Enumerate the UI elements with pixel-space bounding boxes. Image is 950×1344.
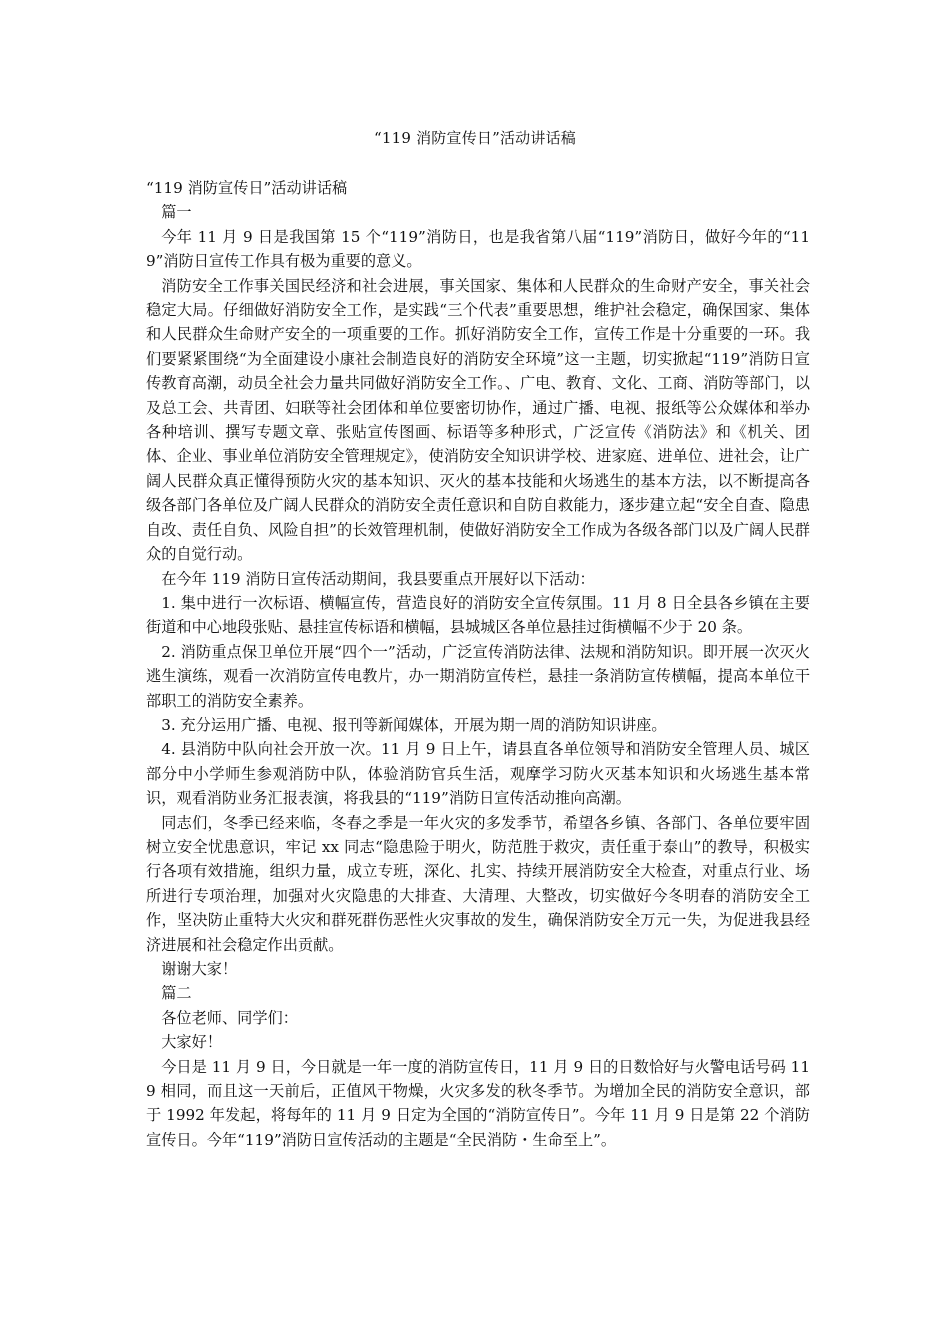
document-title: “119 消防宣传日”活动讲话稿 (374, 129, 576, 147)
section-label-part-one: 篇一 (161, 203, 192, 222)
paragraph: 在今年 119 消防日宣传活动期间，我县要重点开展好以下活动： (161, 569, 595, 588)
paragraph: 消防安全工作事关国民经济和社会进展，事关国家、集体和人民群众的生命财产安全，事关社会稳定大局。仔细做好消防安全工作，是实践“三个代表”重要思想，维护社会稳定，确保国家、集体和人民群众生命财产安全的一项重要的工作。抓好消防安全工作，宣传工作是十分重要的一环。我们要紧紧围绕“为全面建设小康社会制造良好的消防安全环境”这一主题，切实掀起“119”消防日宣传教育高潮，动员全社会力量共同做好消防安全工作。、广电、教育、文化、工商、消防等部门，以及总工会、共青团、妇联等社会团体和单位要密切协作，通过广播、电视、报纸等公众媒体和举办各种培训、撰写专题文章、张贴宣传图画、标语等多种形式，广泛宣传《消防法》和《机关、团体、企业、事业单位消防安全管理规定》，使消防安全知识讲学校、进家庭、进单位、进社会，让广阔人民群众真正懂得预防火灾的基本知识、灭火的基本技能和火场逃生的基本方法，以不断提高各级各部门各单位及广阔人民群众的消防安全责任意识和自防自救能力，逐步建立起“安全自查、隐患自改、责任自负、风险自担”的长效管理机制，使做好消防安全工作成为各级各部门以及广阔人民群众的自觉行动。 (146, 276, 810, 564)
list-item: 3. 充分运用广播、电视、报刊等新闻媒体，开展为期一周的消防知识讲座。 (161, 715, 667, 734)
list-item: 1. 集中进行一次标语、横幅宣传，营造良好的消防安全宣传氛围。11 月 8 日全县各乡镇在主要街道和中心地段张贴、悬挂宣传标语和横幅，县城城区各单位悬挂过街横幅不少于 20 条。 (146, 593, 810, 637)
closing-thanks: 谢谢大家！ (161, 960, 238, 978)
list-item: 2. 消防重点保卫单位开展“四个一”活动，广泛宣传消防法律、法规和消防知识。即开展一次灭火逃生演练，观看一次消防宣传电教片，办一期消防宣传栏，悬挂一条消防宣传横幅，提高本单位干部职工的消防安全素养。 (146, 642, 810, 710)
section-label-part-two: 篇二 (161, 984, 192, 1003)
paragraph: 今年 11 月 9 日是我国第 15 个“119”消防日，也是我省第八届“119”消防日，做好今年的“119”消防日宣传工作具有极为重要的意义。 (146, 227, 810, 271)
greeting: 大家好！ (161, 1033, 222, 1052)
paragraph: 同志们，冬季已经来临，冬春之季是一年火灾的多发季节，希望各乡镇、各部门、各单位要牢固树立安全忧患意识，牢记 xx 同志“隐患险于明火，防范胜于救灾，责任重于泰山”的教导，积极实行各项有效措施，组织力量，成立专班，深化、扎实、持续开展消防安全大检查，对重点行业、场所进行专项治理，加强对火灾隐患的大排查、大清理、大整改，切实做好今冬明春的消防安全工作，坚决防止重特大火灾和群死群伤恶性火灾事故的发生，确保消防安全万元一失，为促进我县经济进展和社会稳定作出贡献。 (146, 813, 810, 954)
document-body (146, 176, 810, 1152)
list-item: 4. 县消防中队向社会开放一次。11 月 9 日上午，请县直各单位领导和消防安全管理人员、城区部分中小学师生参观消防中队，体验消防官兵生活，观摩学习防火灭基本知识和火场逃生基本常识，观看消防业务汇报表演，将我县的“119”消防日宣传活动推向高潮。 (146, 740, 810, 808)
salutation: 各位老师、同学们： (161, 1008, 298, 1027)
body-heading: “119 消防宣传日”活动讲话稿 (146, 179, 348, 197)
paragraph: 今日是 11 月 9 日，今日就是一年一度的消防宣传日，11 月 9 日的日数恰好与火警电话号码 119 相同，而且这一天前后，正值风干物燥，火灾多发的秋冬季节。为增加全民的消防安全意识，部于 1992 年发起，将每年的 11 月 9 日定为全国的“消防宣传日”。今年 11 月 9 日是第 22 个消防宣传日。今年“119”消防日宣传活动的主题是“全民消防・生命至上”。 (146, 1057, 810, 1149)
